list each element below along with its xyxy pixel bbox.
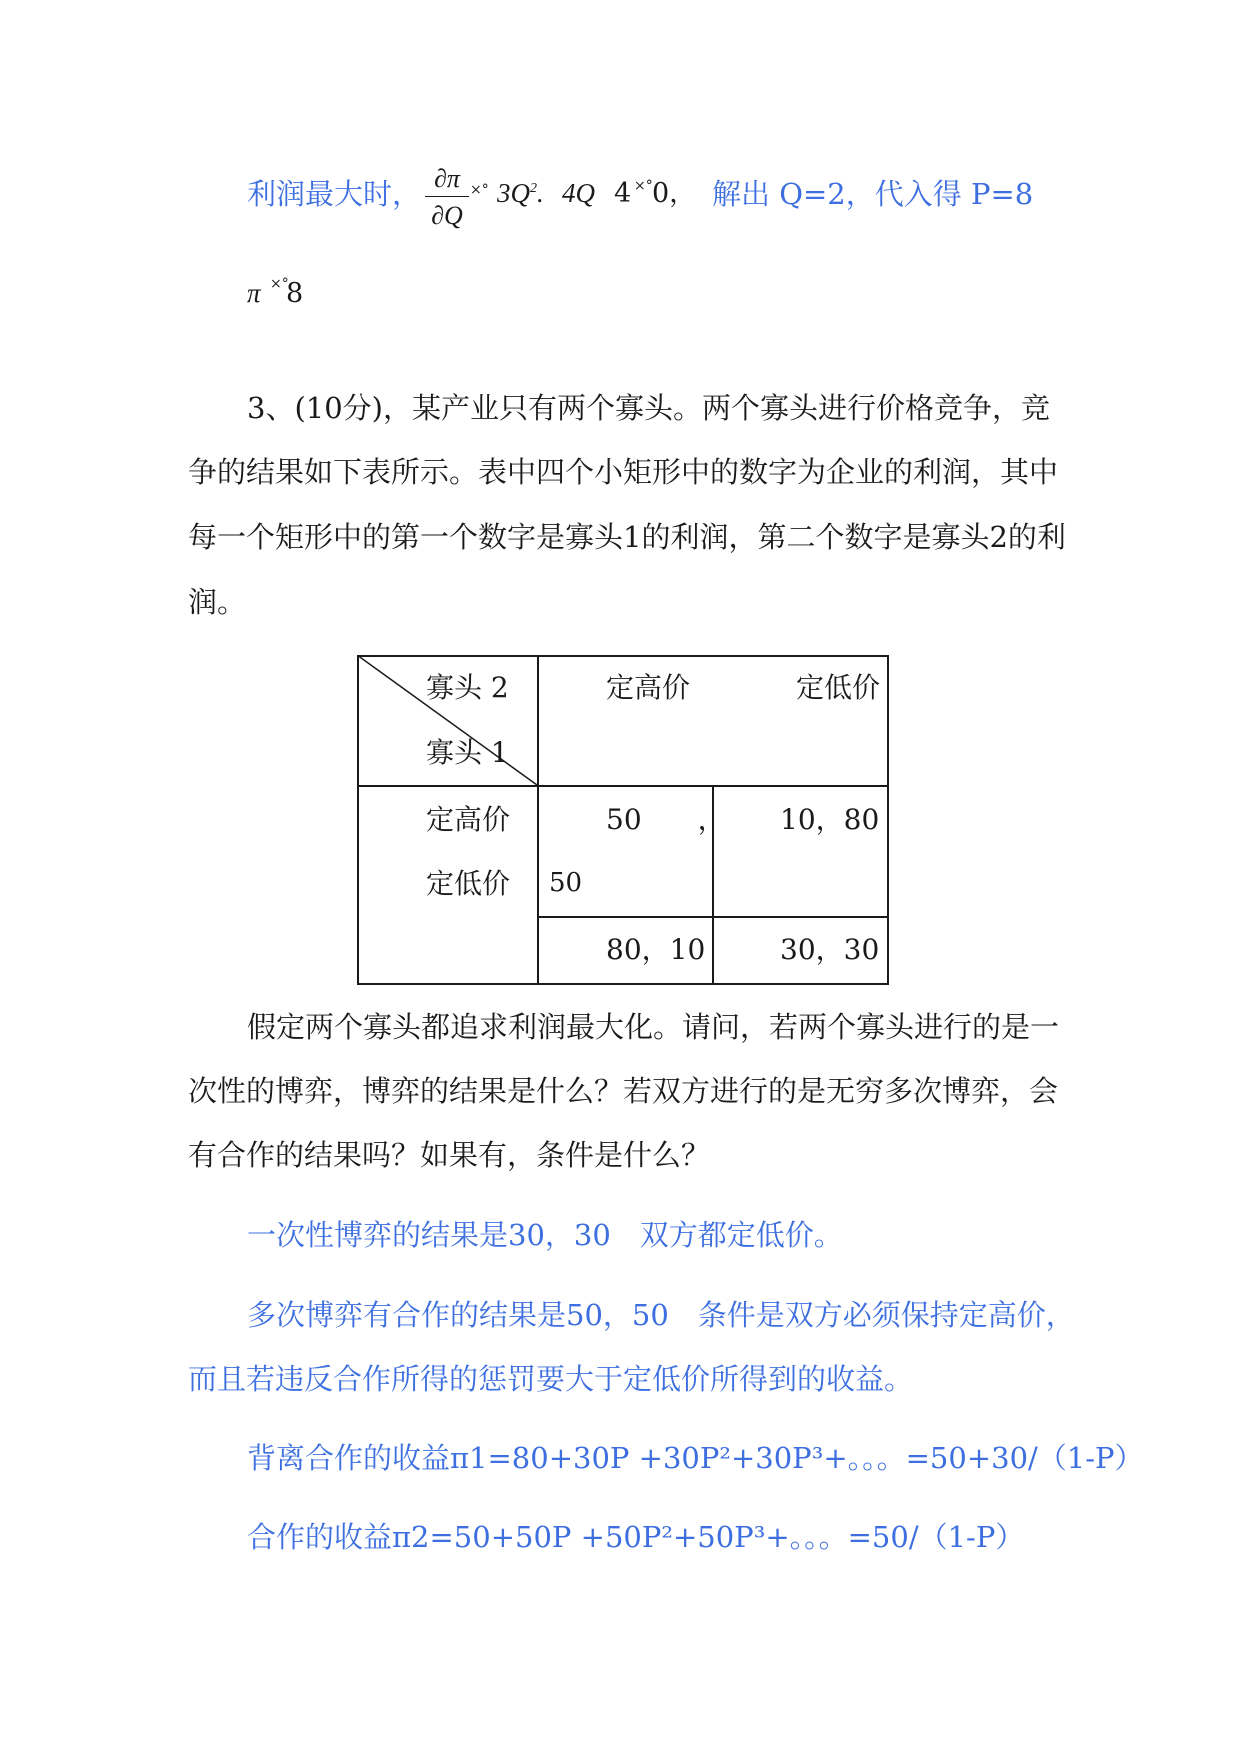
answer-repeated-line-1: 多次博弈有合作的结果是50，50 条件是双方必须保持定高价， [247,1298,1075,1332]
eq1-zero: 0， [652,178,697,209]
header-player-1: 寡头 1 [426,736,509,769]
question-line-2: 争的结果如下表所示。表中四个小矩形中的数字为企业的利润，其中 [188,455,1059,489]
eq1-suffix: 解出 Q=2，代入得 P=8 [712,177,1034,211]
cell-low-high: 80，10 [606,933,706,966]
answer-repeated-line-2: 而且若违反合作所得的惩罚要大于定低价所得到的收益。 [188,1362,914,1396]
term-4: 4 [614,178,632,209]
answer-defect-payoff: 背离合作的收益π1=80+30P +30P²+30P³+。。。=50+30/（1-P） [247,1441,1144,1475]
question-line-4: 润。 [188,585,247,619]
cell-high-high-b: 50 [549,868,583,898]
question-line-1: 3、(10分)，某产业只有两个寡头。两个寡头进行价格竞争，竞 [247,391,1050,425]
question-line-3: 每一个矩形中的第一个数字是寡头1的利润，第二个数字是寡头2的利 [188,520,1066,554]
pi-symbol: π [247,278,261,308]
header-player-2: 寡头 2 [426,671,509,704]
answer-cooperate-payoff: 合作的收益π2=50+50P +50P²+50P³+。。。=50/（1-P） [247,1520,1025,1554]
table-border-right [887,655,889,985]
dot: . [537,178,544,208]
eq1-prefix: 利润最大时， [247,177,422,211]
term-4q: 4Q [562,178,595,208]
table-border-bottom [357,983,889,985]
exponent: 2 [530,181,537,196]
equals-glyph: ×° [470,182,489,198]
equals-glyph-3: ×° [270,276,289,292]
followup-line-3: 有合作的结果吗？如果有，条件是什么？ [188,1138,711,1172]
fraction-numerator: ∂π [434,164,460,193]
col-high-price: 定高价 [606,671,691,704]
pi-value: 8 [286,278,304,309]
col-low-price: 定低价 [796,671,881,704]
equals-glyph-2: ×° [634,178,653,194]
term-3q-text: 3Q [497,178,530,208]
answer-one-shot: 一次性博弈的结果是30，30 双方都定低价。 [247,1218,843,1252]
cell-low-low: 30，30 [780,933,880,966]
followup-line-1: 假定两个寡头都追求利润最大化。请问，若两个寡头进行的是一 [247,1010,1060,1044]
fraction-denominator: ∂Q [431,201,463,230]
partial-fraction [425,166,469,229]
term-3q [497,180,544,207]
row-high-price: 定高价 [426,803,511,836]
cell-high-high-a: 50 ， [606,803,726,836]
row-low-price: 定低价 [426,867,511,900]
cell-high-low: 10，80 [780,803,880,836]
followup-line-2: 次性的博弈，博弈的结果是什么？若双方进行的是无穷多次博弈，会 [188,1074,1059,1108]
